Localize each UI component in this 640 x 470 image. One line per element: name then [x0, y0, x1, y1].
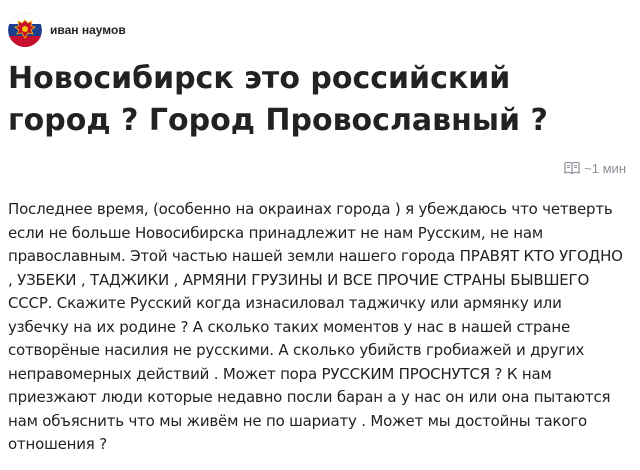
book-icon — [564, 161, 580, 175]
read-time-label: ~1 мин — [584, 160, 626, 176]
article-title: Новосибирск это российский город ? Город Провославный ? — [8, 61, 548, 138]
author-name[interactable]: иван наумов — [50, 23, 126, 37]
avatar[interactable] — [8, 13, 42, 47]
read-time — [564, 158, 626, 178]
author-row[interactable] — [8, 12, 126, 48]
article-body: Последнее время, (особенно на окраинах города ) я убеждаюсь что четверть если не больше Новосибирска принадлежит не нам Русским, не нам православным. Этой частью нашей земли нашего города ПРАВЯТ КТО УГОДНО , УЗБЕКИ , ТАДЖИКИ , АРМЯНИ ГРУЗИНЫ И ВСЕ ПРОЧИЕ СТРАНЫ БЫВШЕГО СССР. Скажите Русский когда изнасиловал таджичку или армянку или узбечку на их родине ? А сколько таких моментов у нас в нашей стране сотворёные насилия не русскими. А сколько убийств гробиажей и других неправомерных действий . Может пора РУССКИМ ПРОСНУТСЯ ? К нам приезжают люди которые недавно посли баран а у нас он или она пытаются нам объяснить что мы живём не по шариату . Может мы достойны такого отношения ? — [8, 200, 623, 453]
russian-coat-of-arms-icon — [8, 13, 42, 47]
